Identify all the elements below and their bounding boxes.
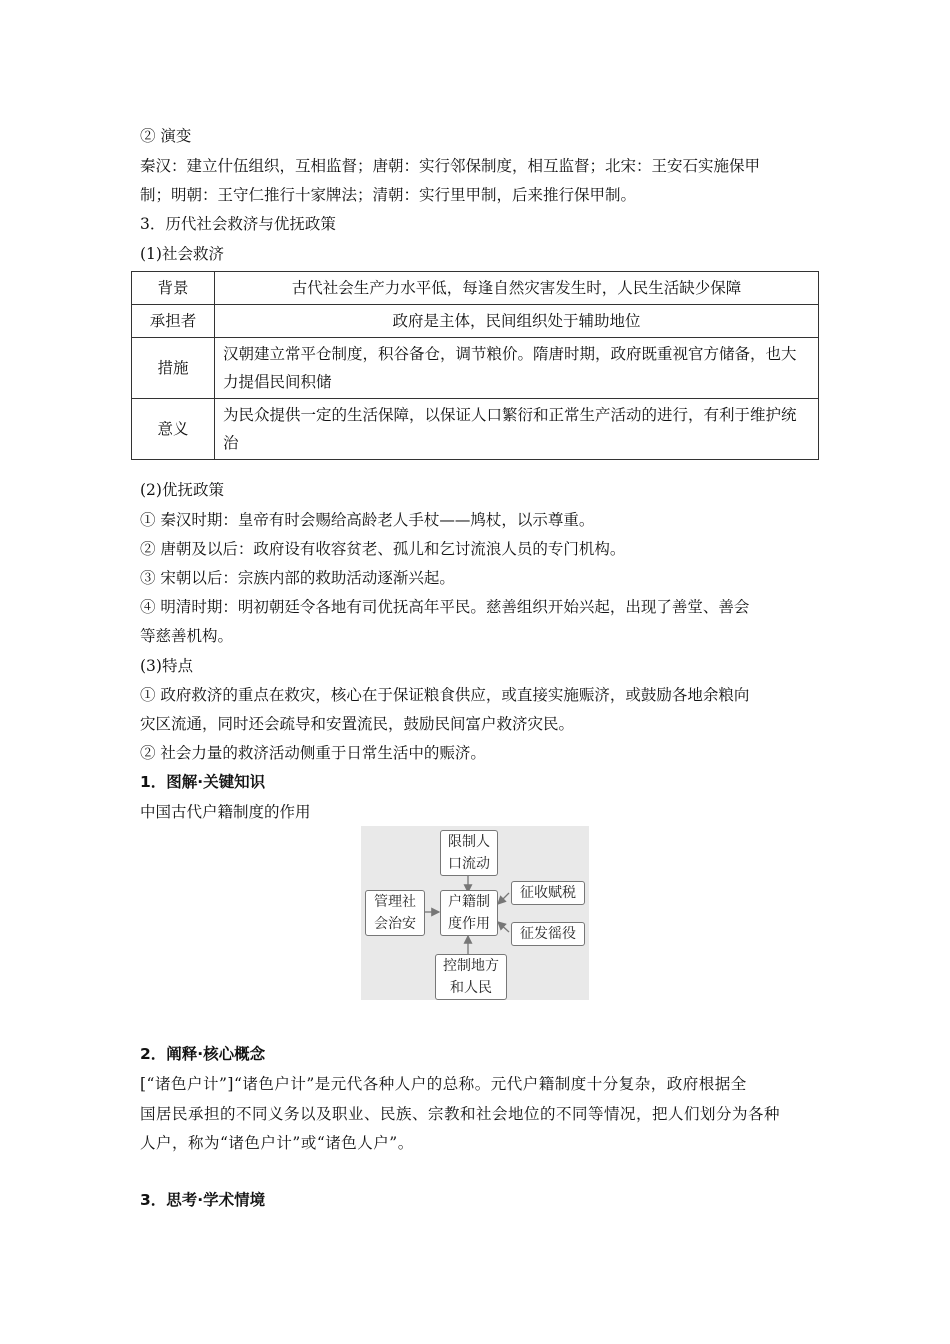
subsection-heading: (3)特点 xyxy=(140,657,193,675)
box-center: 户籍制 度作用 xyxy=(440,890,498,936)
list-item: ③ 宋朝以后：宗族内部的救助活动逐渐兴起。 xyxy=(140,569,455,587)
box-restrict-movement: 限制人 口流动 xyxy=(440,830,498,876)
subsection-heading: (2)优抚政策 xyxy=(140,481,224,499)
table-row xyxy=(132,272,819,305)
figure-caption: 中国古代户籍制度的作用 xyxy=(140,803,311,821)
list-item-continued: 灾区流通，同时还会疏导和安置流民，鼓励民间富户救济灾民。 xyxy=(140,715,575,733)
list-item: ② 唐朝及以后：政府设有收容贫老、孤儿和乞讨流浪人员的专门机构。 xyxy=(140,540,626,558)
row-content: 政府是主体，民间组织处于辅助地位 xyxy=(215,305,819,338)
section-heading: 1．图解·关键知识 xyxy=(140,773,266,791)
social-relief-table xyxy=(131,271,819,460)
table-row xyxy=(132,399,819,460)
row-header: 意义 xyxy=(132,399,215,460)
row-header: 承担者 xyxy=(132,305,215,338)
list-item: ② 社会力量的救济活动侧重于日常生活中的赈济。 xyxy=(140,744,486,762)
paragraph-line: 制；明朝：王守仁推行十家牌法；清朝：实行里甲制，后来推行保甲制。 xyxy=(140,186,637,204)
box-public-security: 管理社 会治安 xyxy=(365,890,425,936)
row-content: 汉朝建立常平仓制度，积谷备仓，调节粮价。隋唐时期，政府既重视官方储备，也大力提倡民间积储 xyxy=(215,338,819,399)
table-row xyxy=(132,305,819,338)
concept-paragraph-line: 国居民承担的不同义务以及职业、民族、宗教和社会地位的不同等情况，把人们划分为各种 xyxy=(140,1105,781,1123)
box-control-locals: 控制地方 和人民 xyxy=(435,954,507,1000)
section-heading: 3．思考·学术情境 xyxy=(140,1191,266,1209)
concept-paragraph-line: 人户，称为“诸色户计”或“诸色人户”。 xyxy=(140,1134,414,1152)
household-registration-diagram xyxy=(361,826,589,1000)
row-header: 背景 xyxy=(132,272,215,305)
subsection-heading: (1)社会救济 xyxy=(140,245,224,263)
paragraph-line: 秦汉：建立什伍组织，互相监督；唐朝：实行邻保制度，相互监督；北宋：王安石实施保甲 xyxy=(140,157,761,175)
section-heading: 2．阐释·核心概念 xyxy=(140,1045,266,1063)
list-item: ① 政府救济的重点在救灾，核心在于保证粮食供应，或直接实施赈济，或鼓励各地余粮向 xyxy=(140,686,750,704)
list-item: ① 秦汉时期：皇帝有时会赐给高龄老人手杖——鸠杖，以示尊重。 xyxy=(140,511,595,529)
row-content: 为民众提供一定的生活保障，以保证人口繁衍和正常生产活动的进行，有利于维护统治 xyxy=(215,399,819,460)
table-row xyxy=(132,338,819,399)
row-header: 措施 xyxy=(132,338,215,399)
box-corvee: 征发徭役 xyxy=(511,922,585,946)
section-heading: 3．历代社会救济与优抚政策 xyxy=(140,215,336,233)
list-item: ④ 明清时期：明初朝廷令各地有司优抚高年平民。慈善组织开始兴起，出现了善堂、善会 xyxy=(140,598,750,616)
row-content: 古代社会生产力水平低，每逢自然灾害发生时，人民生活缺少保障 xyxy=(215,272,819,305)
subsection-evolution: ② 演变 xyxy=(140,127,192,145)
arrow-right2 xyxy=(498,922,509,932)
concept-paragraph-line: [“诸色户计”]“诸色户计”是元代各种人户的总称。元代户籍制度十分复杂，政府根据全 xyxy=(140,1075,747,1093)
list-item-continued: 等慈善机构。 xyxy=(140,627,234,645)
arrow-right1 xyxy=(498,893,509,904)
box-taxes: 征收赋税 xyxy=(511,881,585,905)
